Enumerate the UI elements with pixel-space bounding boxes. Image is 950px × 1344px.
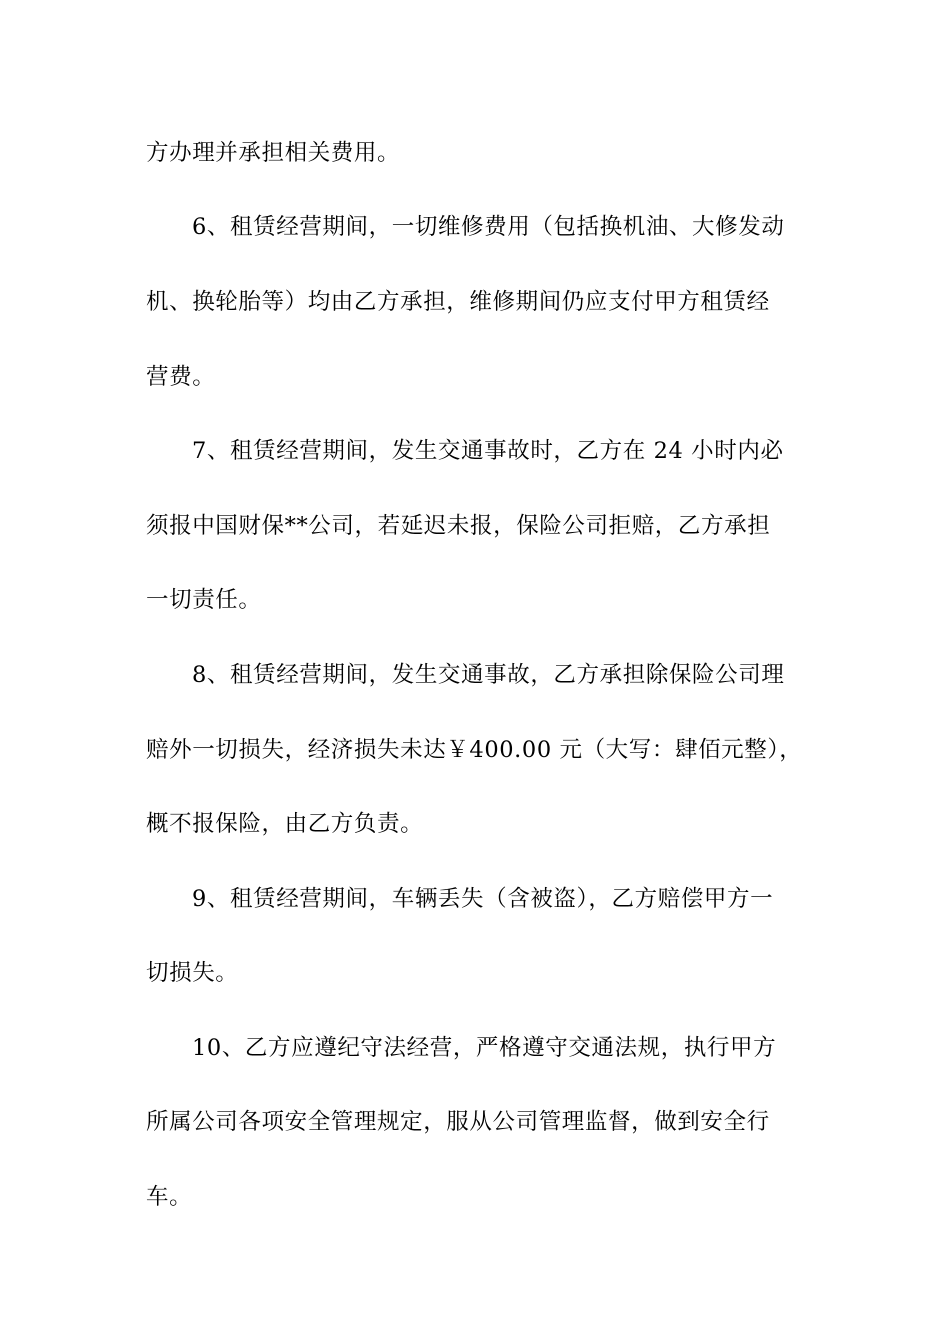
- text-line: 须报中国财保**公司，若延迟未报，保险公司拒赔，乙方承担: [146, 513, 771, 539]
- clause-9-line: 9、租赁经营期间，车辆丢失（含被盗），乙方赔偿甲方一: [192, 886, 774, 912]
- text-line: 赔外一切损失，经济损失未达￥400.00 元（大写：肆佰元整），: [146, 737, 803, 763]
- text-line: 车。: [146, 1184, 193, 1210]
- text-line: 方办理并承担相关费用。: [146, 140, 401, 166]
- text-line: 所属公司各项安全管理规定，服从公司管理监督，做到安全行: [146, 1109, 770, 1135]
- clause-6-line: 6、租赁经营期间，一切维修费用（包括换机油、大修发动: [192, 214, 785, 240]
- clause-7-line: 7、租赁经营期间，发生交通事故时，乙方在 24 小时内必: [192, 438, 784, 464]
- text-line: 概不报保险，由乙方负责。: [146, 811, 424, 837]
- text-line: 营费。: [146, 364, 216, 390]
- clause-8-line: 8、租赁经营期间，发生交通事故，乙方承担除保险公司理: [192, 662, 785, 688]
- text-line: 切损失。: [146, 960, 239, 986]
- text-line: 一切责任。: [146, 587, 262, 613]
- clause-10-line: 10、乙方应遵纪守法经营，严格遵守交通法规，执行甲方: [192, 1035, 777, 1061]
- text-line: 机、换轮胎等）均由乙方承担，维修期间仍应支付甲方租赁经: [146, 289, 770, 315]
